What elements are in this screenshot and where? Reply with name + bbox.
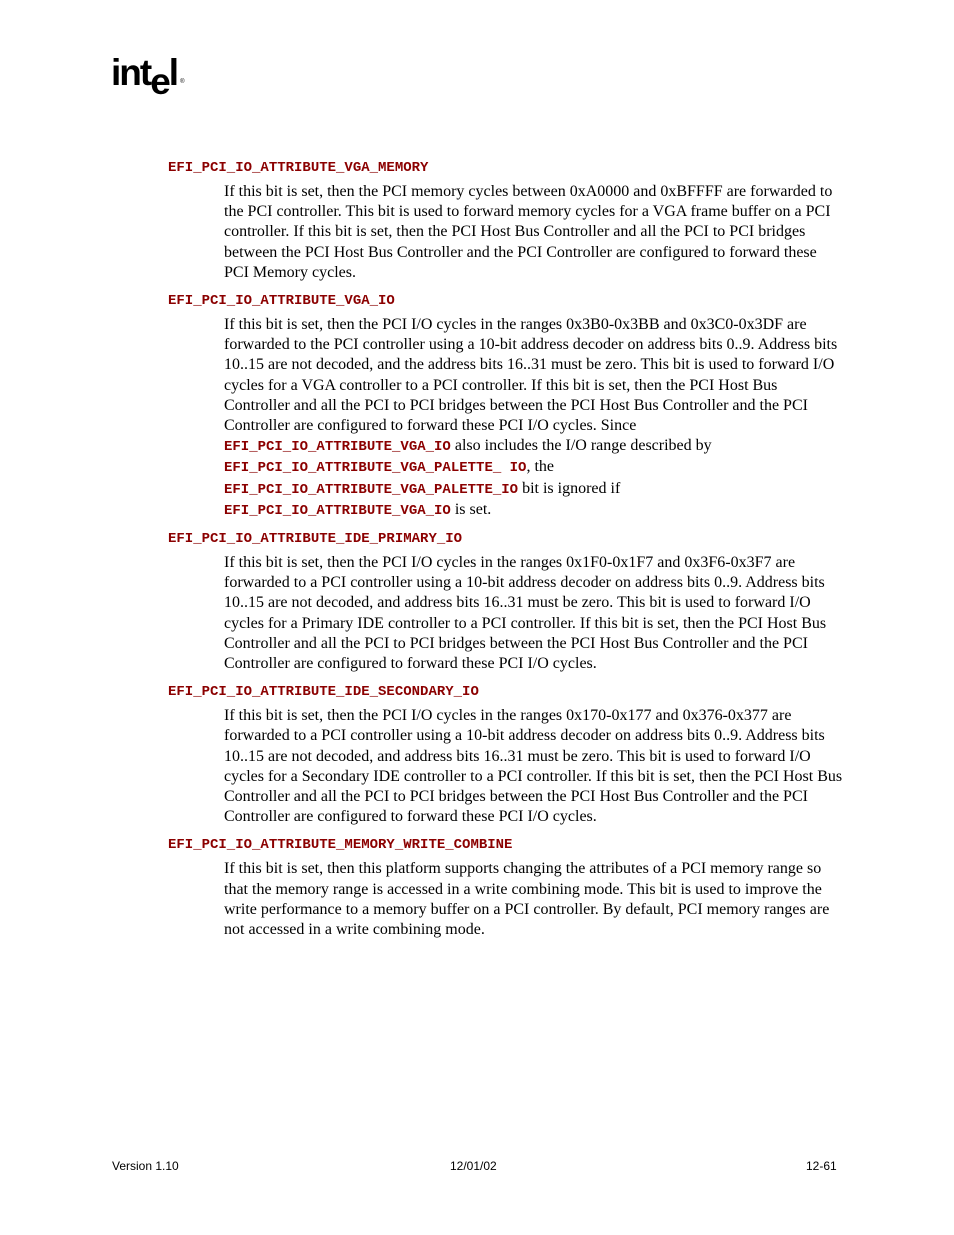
intel-logo: intel ® — [111, 52, 185, 102]
desc-text: also includes the I/O range described by — [450, 437, 712, 455]
desc-ide-primary-io: If this bit is set, then the PCI I/O cycles in the ranges 0x1F0-0x1F7 and 0x3F6-0x3F7 are forwarded to a PCI controller using a 10-bit address decoder on address bits 0..9. Address bits 10..15 are not decoded, and address bits 16..31 must be zero. This bit is used to forward I/O cycles for a Primary IDE controller to a PCI controller. If this bit is set, then the PCI Host Bus Controller and all the PCI to PCI bridges between the PCI Host Bus Controller and the PCI Controller are configured to forward these PCI I/O cycles. — [224, 554, 827, 673]
term-memory-write-combine: EFI_PCI_IO_ATTRIBUTE_MEMORY_WRITE_COMBINE — [168, 837, 513, 854]
desc-memory-write-combine: If this bit is set, then this platform supports changing the attributes of a PCI memory range so that the memory range is accessed in a write combining mode. This bit is used to improve the write performance to a memory buffer on a PCI controller. By default, PCI memory ranges are not accessed in a write combining mode. — [224, 860, 830, 939]
document-body — [168, 160, 848, 950]
desc-text: If this bit is set, then the PCI I/O cycles in the ranges 0x3B0-0x3BB and 0x3C0-0x3DF are forwarded to the PCI controller using a 10-bit address decoder on address bits 0..9. Address bits 10..15 are not decoded, and the address bits 16..31 must be zero. This bit is used to forward I/O cycles for a VGA controller to a PCI controller. If this bit is set, then the PCI Host Bus Controller and all the PCI to PCI bridges between the PCI Host Bus Controller and the PCI Controller are configured to forward these PCI I/O cycles. Since — [224, 316, 838, 435]
desc-text: bit is ignored if — [518, 479, 621, 497]
term-ide-secondary-io: EFI_PCI_IO_ATTRIBUTE_IDE_SECONDARY_IO — [168, 684, 479, 701]
inline-code: EFI_PCI_IO_ATTRIBUTE_VGA_IO — [224, 439, 451, 456]
inline-code: EFI_PCI_IO_ATTRIBUTE_VGA_PALETTE_IO — [224, 481, 519, 498]
desc-text: is set. — [450, 500, 492, 518]
desc-ide-secondary-io: If this bit is set, then the PCI I/O cycles in the ranges 0x170-0x177 and 0x376-0x377 are forwarded to a PCI controller using a 10-bit address decoder on address bits 0..9. Address bits 10..15 are not decoded, and address bits 16..31 must be zero. This bit is used to forward I/O cycles for a Secondary IDE controller to a PCI controller. If this bit is set, then the PCI Host Bus Controller and all the PCI to PCI bridges between the PCI Host Bus Controller and the PCI Controller are configured to forward these PCI I/O cycles. — [224, 707, 843, 826]
desc-text: , the — [526, 458, 554, 476]
inline-code: EFI_PCI_IO_ATTRIBUTE_VGA_PALETTE_ IO — [224, 460, 527, 477]
term-ide-primary-io: EFI_PCI_IO_ATTRIBUTE_IDE_PRIMARY_IO — [168, 531, 463, 548]
footer-page-number: 12-61 — [806, 1159, 837, 1173]
term-vga-memory: EFI_PCI_IO_ATTRIBUTE_VGA_MEMORY — [168, 160, 429, 176]
term-vga-io: EFI_PCI_IO_ATTRIBUTE_VGA_IO — [168, 293, 395, 310]
desc-vga-io — [224, 315, 844, 521]
desc-vga-memory: If this bit is set, then the PCI memory cycles between 0xA0000 and 0xBFFFF are forwarded to the PCI controller. This bit is used to forward memory cycles for a VGA frame buffer on a PCI controller. If this bit is set, then the PCI Host Bus Controller and all the PCI to PCI bridges between the PCI Host Bus Controller and the PCI Controller are configured to forward these PCI Memory cycles. — [224, 183, 833, 281]
footer-date: 12/01/02 — [450, 1159, 497, 1173]
footer-version: Version 1.10 — [112, 1159, 179, 1173]
inline-code: EFI_PCI_IO_ATTRIBUTE_VGA_IO — [224, 502, 451, 519]
